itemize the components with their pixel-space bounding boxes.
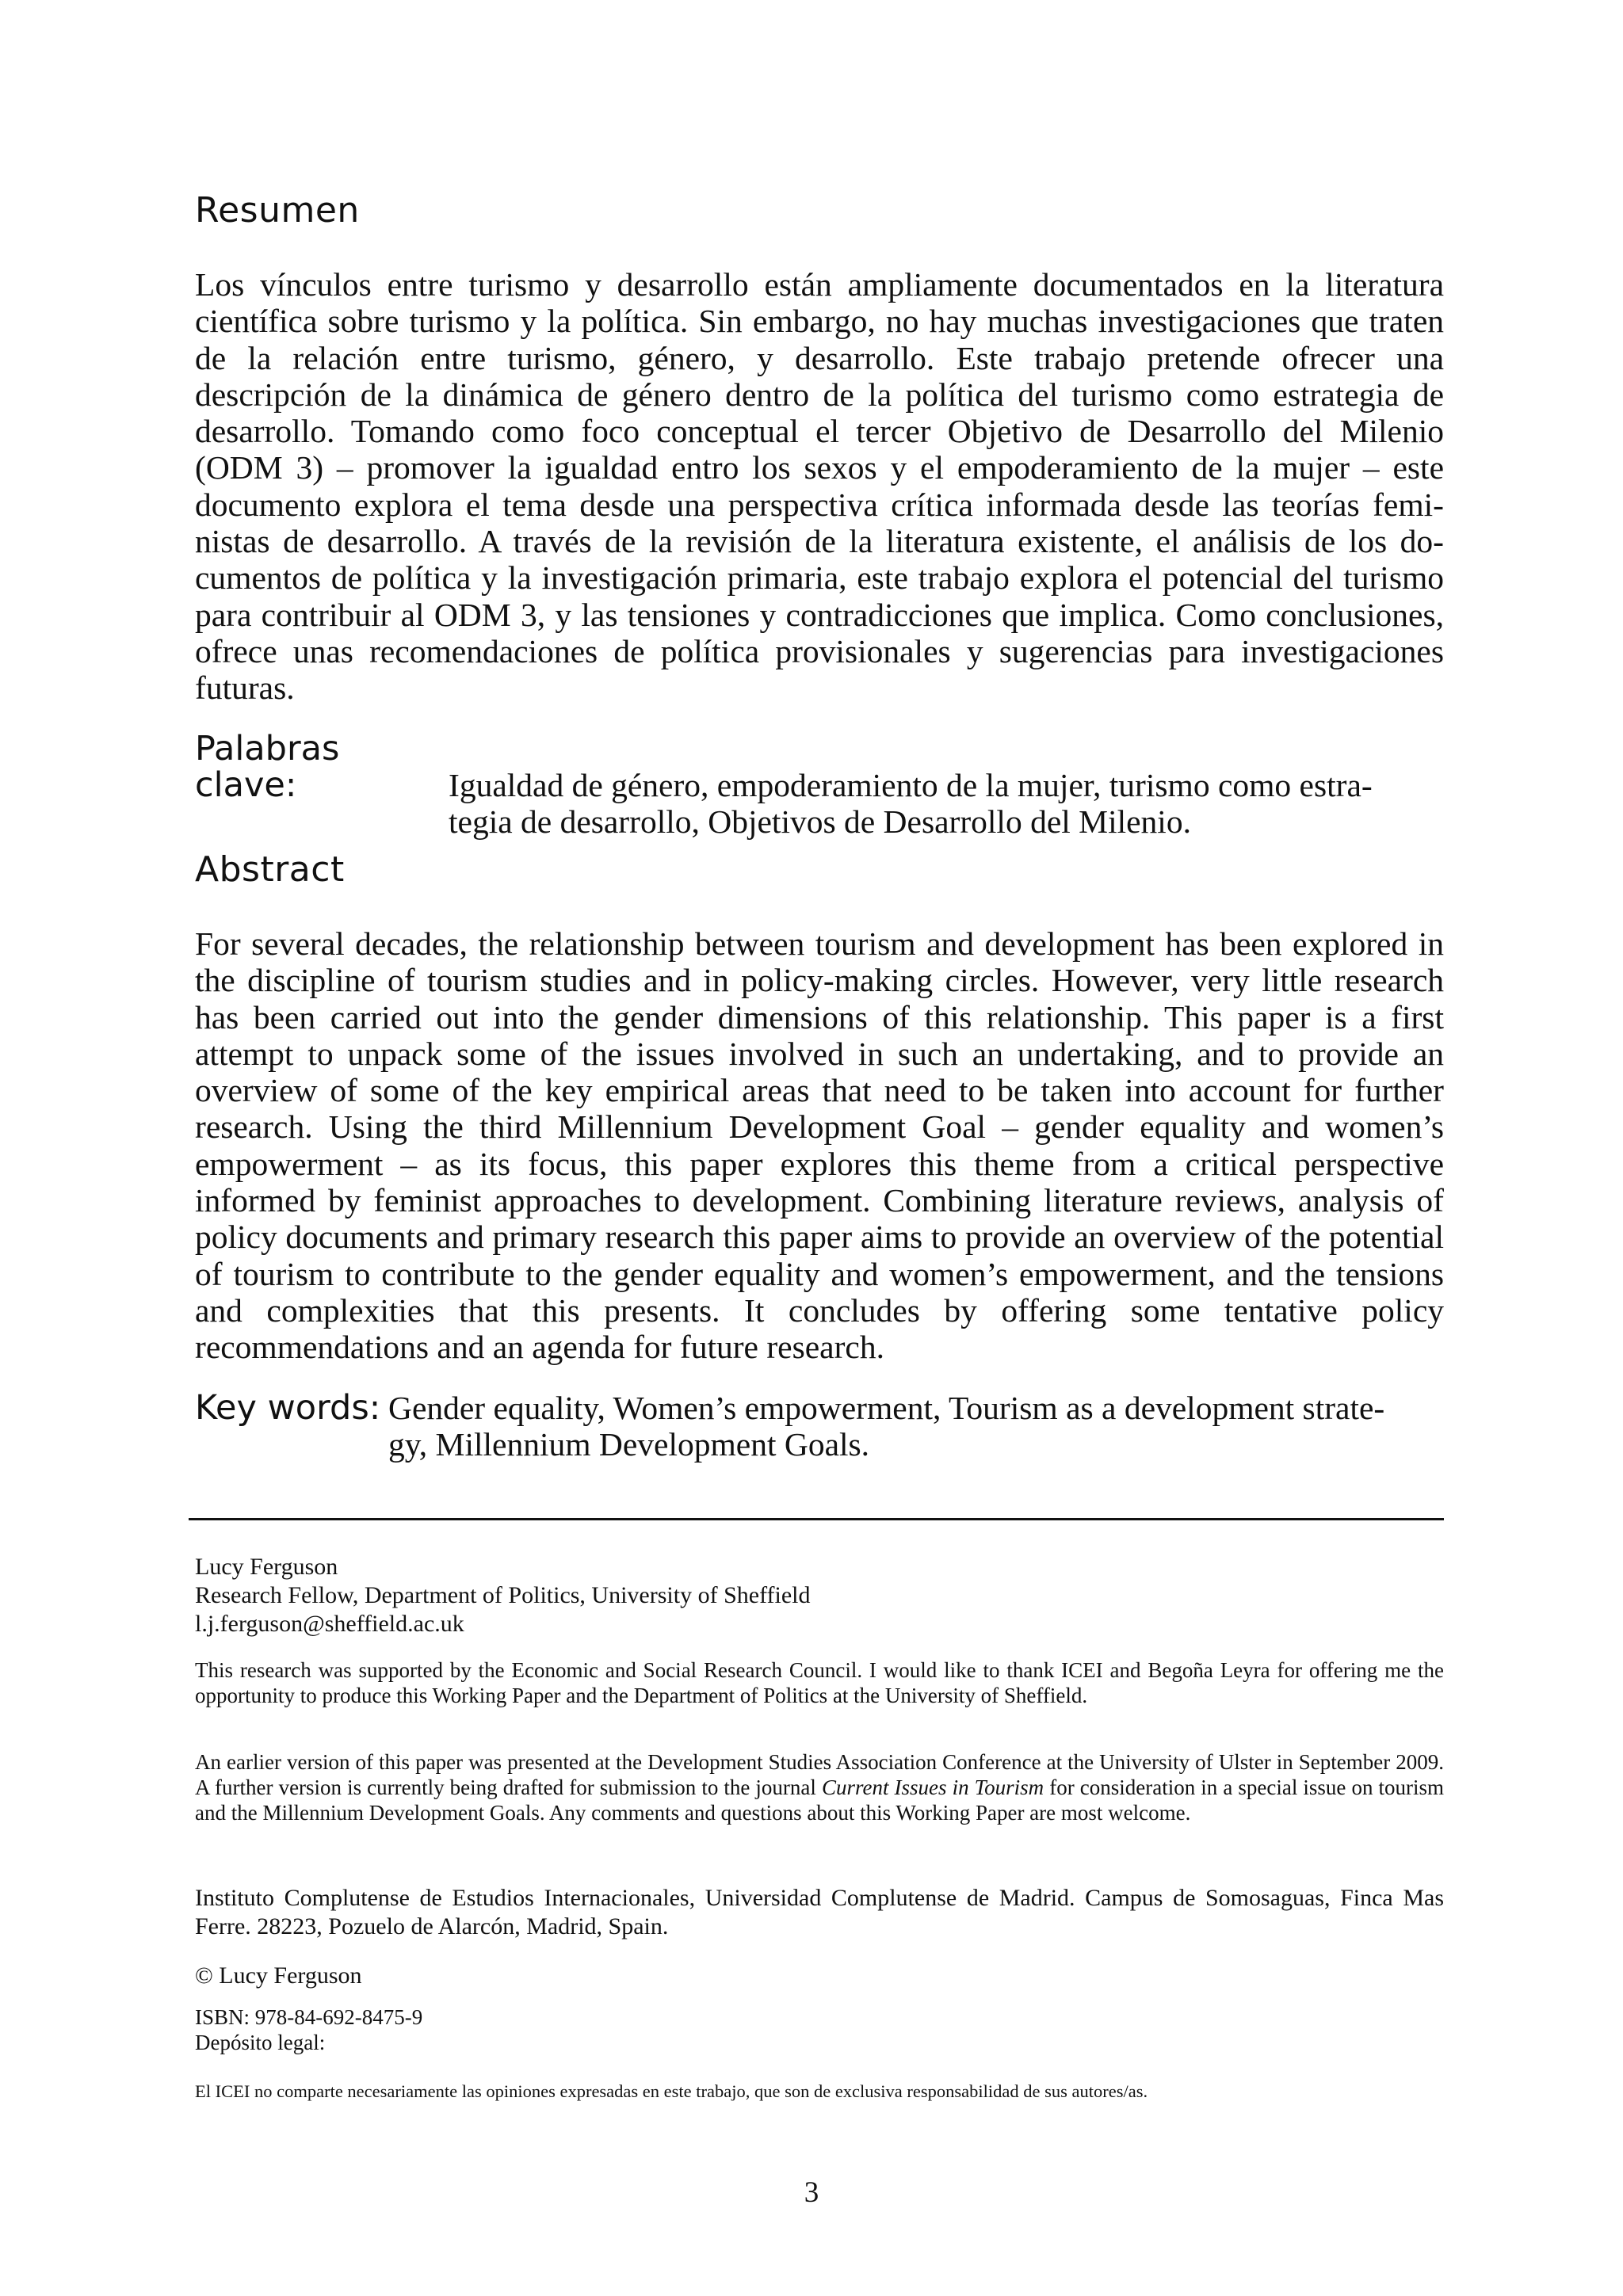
copyright-text: © Lucy Ferguson: [195, 1962, 362, 1989]
author-position: Research Fellow, Department of Politics, University of Sheffield: [195, 1582, 811, 1608]
palabras-clave-label: Palabras clave:: [195, 729, 340, 805]
palabras-clave-block: [195, 730, 1428, 840]
earlier-version-before: An earlier version of this paper was presented at the Development Studies Association Conference at the University of Ulster in September 2009. A further version is currently being drafted for submission to the journal: [195, 1750, 1444, 1799]
earlier-version-text: [195, 1749, 1444, 1825]
disclaimer-text: El ICEI no comparte necesariamente las opiniones expresadas en este trabajo, que son de exclusiva responsabilidad de sus autores/as.: [195, 2081, 1148, 2101]
institute-address: Instituto Complutense de Estudios Internacionales, Universidad Complutense de Madrid. Campus de Somosaguas, Finca Mas Ferre. 28223, Pozuelo de Alarcón, Madrid, Spain.: [195, 1885, 1444, 1939]
key-words-line1: Gender equality, Women’s empowerment, Tourism as a development strate-: [388, 1390, 1385, 1426]
earlier-version-after: for consideration in a special issue on tourism and the Millennium Development Goals. Any comments and questions about this Working Paper are most welcome.: [195, 1775, 1444, 1825]
author-name: Lucy Ferguson: [195, 1554, 338, 1580]
resumen-body: Los vínculos entre turismo y desarrollo están ampliamente documentados en la literatura científica sobre turismo y la política. Sin embargo, no hay muchas investigaciones que traten de la relación entre turismo, género, y desarrollo. Este trabajo pretende ofrecer una descripción de la dinámica de género dentro de la política del turismo como estrategia de desarrollo. Tomando como foco conceptual el tercer Objetivo de Desarrollo del Milenio (ODM 3) – promover la igualdad entro los sexos y el empoderamiento de la mujer – este documento explora el tema desde una perspectiva crítica informada desde las teorías feministas de desarrollo. A través de la revisión de la literatura existente, el análisis de los documentos de política y la investigación primaria, este trabajo explora el potencial del turismo para contribuir al ODM 3, y las tensiones y contradicciones que implica. Como conclusiones, ofrece unas recomendaciones de política provisionales y sugerencias para investigaciones futuras.: [195, 266, 1444, 707]
footer-divider: [189, 1518, 1444, 1520]
key-words-line2: gy, Millennium Development Goals.: [388, 1426, 870, 1463]
acknowledgement-text: This research was supported by the Economic and Social Research Council. I would like to thank ICEI and Begoña Leyra for offering me the opportunity to produce this Working Paper and the Department of Politics at the University of Sheffield.: [195, 1658, 1444, 1707]
deposito-legal-text: Depósito legal:: [195, 2031, 326, 2054]
abstract-heading: Abstract: [195, 849, 345, 890]
key-words-label: Key words:: [195, 1388, 381, 1428]
isbn-text: ISBN: 978-84-692-8475-9: [195, 2005, 423, 2029]
journal-title: Current Issues in Tourism: [821, 1775, 1044, 1799]
abstract-body: For several decades, the relationship between tourism and development has been explored in the discipline of tourism studies and in policy-making circles. However, very little research has been carried out into the gender dimensions of this relationship. This paper is a first attempt to unpack some of the issues involved in such an undertaking, and to provide an overview of some of the key empirical areas that need to be taken into account for further research. Using the third Millennium Development Goal – gender equality and women’s empowerment – as its focus, this paper explores this theme from a critical perspective informed by feminist approaches to development. Combining literature reviews, analysis of policy documents and primary research this paper aims to provide an overview of the potential of tourism to contribute to the gender equality and women’s empowerment, and the tensions and complexities that this presents. It concludes by offering some tentative policy recommendations and an agenda for future research.: [195, 925, 1444, 1366]
publication-info: [195, 2004, 1444, 2055]
author-block: [195, 1553, 1444, 1638]
palabras-clave-line1: Igualdad de género, empoderamiento de la mujer, turismo como estra-: [449, 767, 1373, 803]
author-email[interactable]: l.j.ferguson@sheffield.ac.uk: [195, 1611, 464, 1637]
palabras-clave-line2: tegia de desarrollo, Objetivos de Desarrollo del Milenio.: [449, 803, 1191, 840]
resumen-heading: Resumen: [195, 190, 360, 231]
page-number: 3: [804, 2176, 819, 2209]
key-words-block: [195, 1390, 1428, 1463]
